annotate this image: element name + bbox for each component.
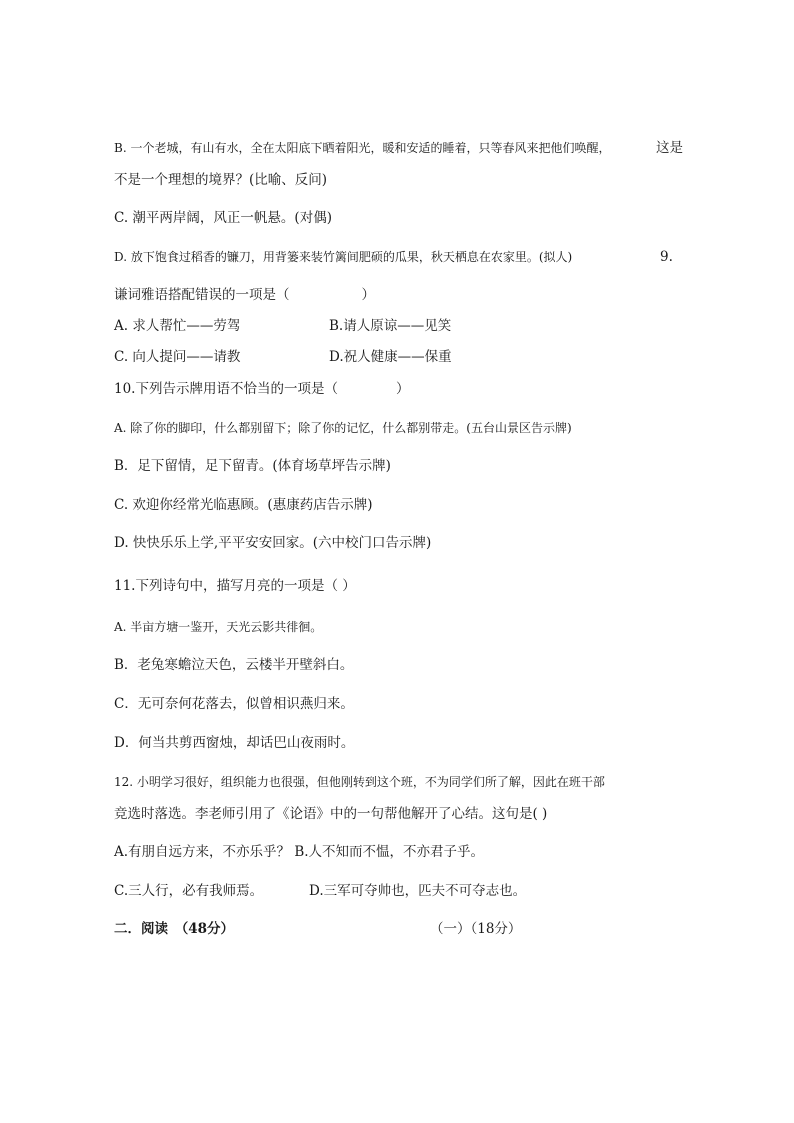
q10-stem-text: 10.下列告示牌用语不恰当的一项是（ bbox=[114, 381, 338, 397]
q9-stem-end: ） bbox=[361, 287, 375, 303]
q11-option-a: A. 半亩方塘一鉴开，天光云影共徘徊。 bbox=[114, 620, 323, 634]
q9-stem-text: 谦词雅语搭配错误的一项是（ bbox=[114, 287, 290, 303]
q9-option-a: A. 求人帮忙——劳驾 bbox=[114, 318, 241, 334]
q8-option-b-tail: 这是 bbox=[656, 140, 683, 156]
q12-option-d: D.三军可夺帅也，匹夫不可夺志也。 bbox=[309, 883, 527, 899]
q12-option-c: C.三人行，必有我师焉。 bbox=[114, 883, 264, 899]
q12-stem-line1: 12. 小明学习很好，组织能力也很强，但他刚转到这个班，不为同学们所了解，因此在班干部 bbox=[114, 775, 605, 789]
q9-option-c: C. 向人提问——请教 bbox=[114, 349, 241, 365]
q9-stem bbox=[114, 286, 375, 304]
q8-option-b-line2: 不是一个理想的境界？(比喻、反问) bbox=[114, 172, 328, 188]
section-2-subtitle: （一）（18分） bbox=[430, 921, 522, 937]
q11-option-d: D．何当共剪西窗烛，却话巴山夜雨时。 bbox=[114, 735, 355, 751]
q8-option-b-text: B. 一个老城，有山有水，全在太阳底下晒着阳光，暖和安适的睡着，只等春风来把他们唤醒， bbox=[114, 141, 611, 155]
q10-stem-end: ） bbox=[395, 381, 410, 397]
q10-option-c: C. 欢迎你经常光临惠顾。(惠康药店告示牌) bbox=[114, 497, 373, 513]
q9-option-b: B.请人原谅——见笑 bbox=[329, 318, 452, 334]
q11-option-c: C．无可奈何花落去，似曾相识燕归来。 bbox=[114, 696, 354, 712]
q10-option-a: A. 除了你的脚印，什么都别留下；除了你的记忆，什么都别带走。(五台山景区告示牌) bbox=[114, 421, 572, 435]
q9-option-d: D.祝人健康——保重 bbox=[329, 349, 452, 365]
q8-option-c: C. 潮平两岸阔，风正一帆悬。(对偶) bbox=[114, 210, 332, 226]
q12-options-ab: A.有朋自远方来，不亦乐乎？ B.人不知而不愠，不亦君子乎。 bbox=[114, 844, 485, 860]
q8-option-b-line1 bbox=[114, 139, 610, 157]
section-2-title: 二．阅读 （48分） bbox=[114, 921, 235, 937]
q11-stem: 11.下列诗句中，描写月亮的一项是（ ） bbox=[114, 578, 356, 594]
q9-number: 9. bbox=[660, 249, 673, 265]
q12-stem-line2: 竞选时落选。李老师引用了《论语》中的一句帮他解开了心结。这句是( ) bbox=[114, 806, 548, 822]
q10-stem bbox=[114, 380, 409, 398]
q8-option-d: D. 放下饱食过稻香的镰刀，用背篓来装竹篱间肥硕的瓜果，秋天栖息在农家里。(拟人) bbox=[114, 250, 573, 264]
q10-option-d: D. 快快乐乐上学,平平安安回家。(六中校门口告示牌) bbox=[114, 535, 432, 551]
q10-option-b: B．足下留情，足下留青。(体育场草坪告示牌) bbox=[114, 458, 391, 474]
q11-option-b: B．老兔寒蟾泣天色，云楼半开壁斜白。 bbox=[114, 657, 354, 673]
